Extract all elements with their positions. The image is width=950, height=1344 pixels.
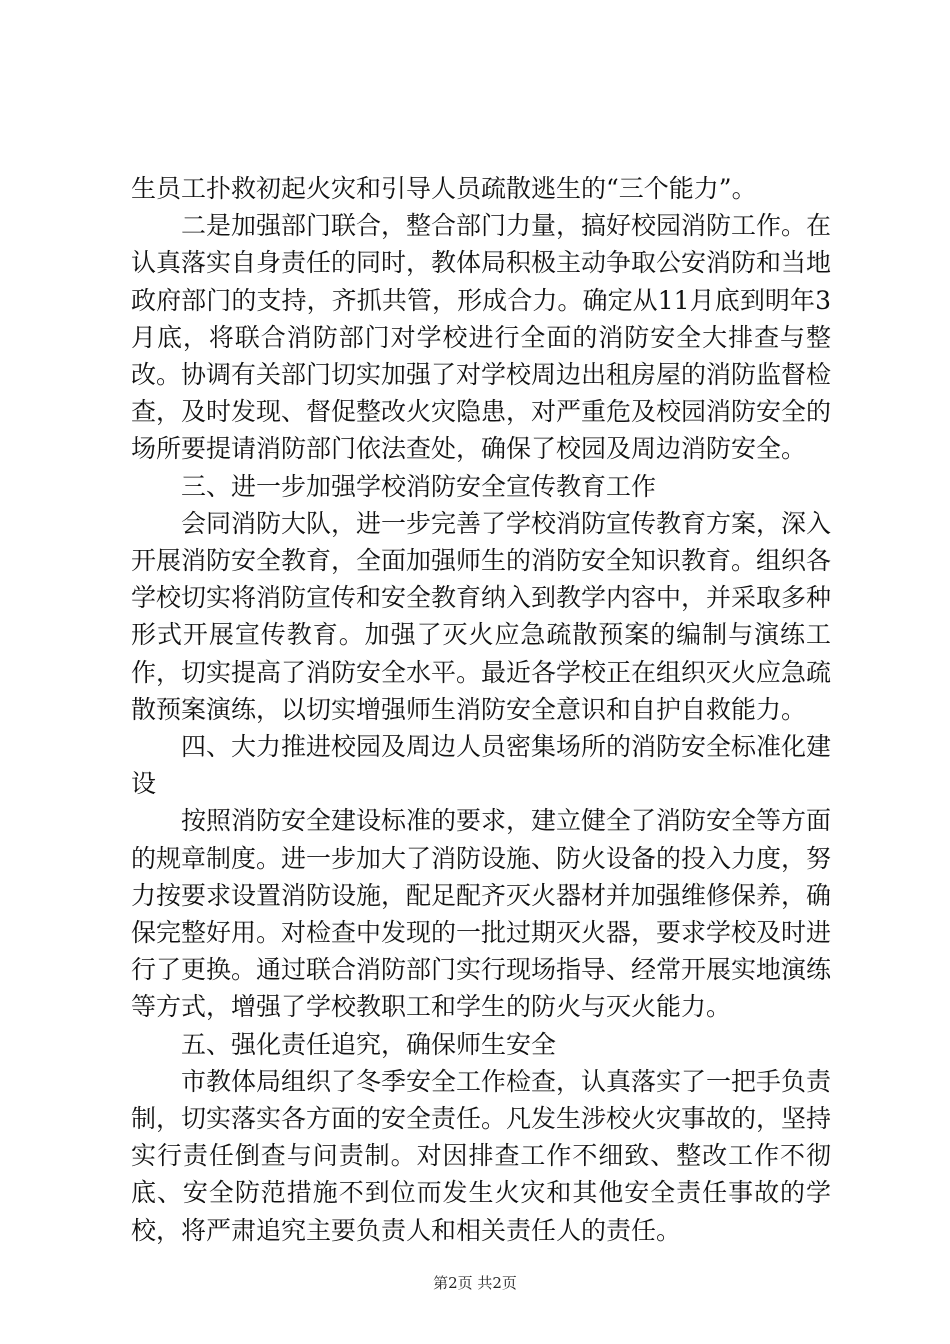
paragraph-6: 按照消防安全建设标准的要求，建立健全了消防安全等方面的规章制度。进一步加大了消防设施、防火设备的投入力度，努力按要求设置消防设施，配足配齐灭火器材并加强维修保养，确保完整好用。对检查中发现的一批过期灭火器，要求学校及时进行了更换。通过联合消防部门实行现场指导、经常开展实地演练等方式，增强了学校教职工和学生的防火与灭火能力。 — [131, 806, 832, 1022]
document-body — [131, 170, 831, 1249]
paragraph-2: 二是加强部门联合，整合部门力量，搞好校园消防工作。在认真落实自身责任的同时，教体局积极主动争取公安消防和当地政府部门的支持，齐抓共管，形成合力。确定从11月底到明年3月底，将联合消防部门对学校进行全面的消防安全大排查与整改。协调有关部门切实加强了对学校周边出租房屋的消防监督检查，及时发现、督促整改火灾隐患，对严重危及校园消防安全的场所要提请消防部门依法查处，确保了校园及周边消防安全。 — [131, 211, 832, 464]
paragraph-4: 会同消防大队，进一步完善了学校消防宣传教育方案，深入开展消防安全教育，全面加强师生的消防安全知识教育。组织各学校切实将消防宣传和安全教育纳入到教学内容中，并采取多种形式开展宣传教育。加强了灭火应急疏散预案的编制与演练工作，切实提高了消防安全水平。最近各学校正在组织灭火应急疏散预案演练，以切实增强师生消防安全意识和自护自救能力。 — [131, 508, 832, 724]
section-heading-4: 四、大力推进校园及周边人员密集场所的消防安全标准化建设 — [131, 732, 832, 799]
section-heading-5: 五、强化责任追究，确保师生安全 — [181, 1029, 557, 1059]
page-footer: 第2页 共2页 — [433, 1274, 517, 1292]
paragraph-8: 市教体局组织了冬季安全工作检查，认真落实了一把手负责制，切实落实各方面的安全责任。凡发生涉校火灾事故的，坚持实行责任倒查与问责制。对因排查工作不细致、整改工作不彻底、安全防范措施不到位而发生火灾和其他安全责任事故的学校，将严肃追究主要负责人和相关责任人的责任。 — [131, 1066, 832, 1245]
paragraph-1: 生员工扑救初起火灾和引导人员疏散逃生的“三个能力”。 — [131, 174, 757, 203]
section-heading-3: 三、进一步加强学校消防安全宣传教育工作 — [181, 471, 657, 501]
